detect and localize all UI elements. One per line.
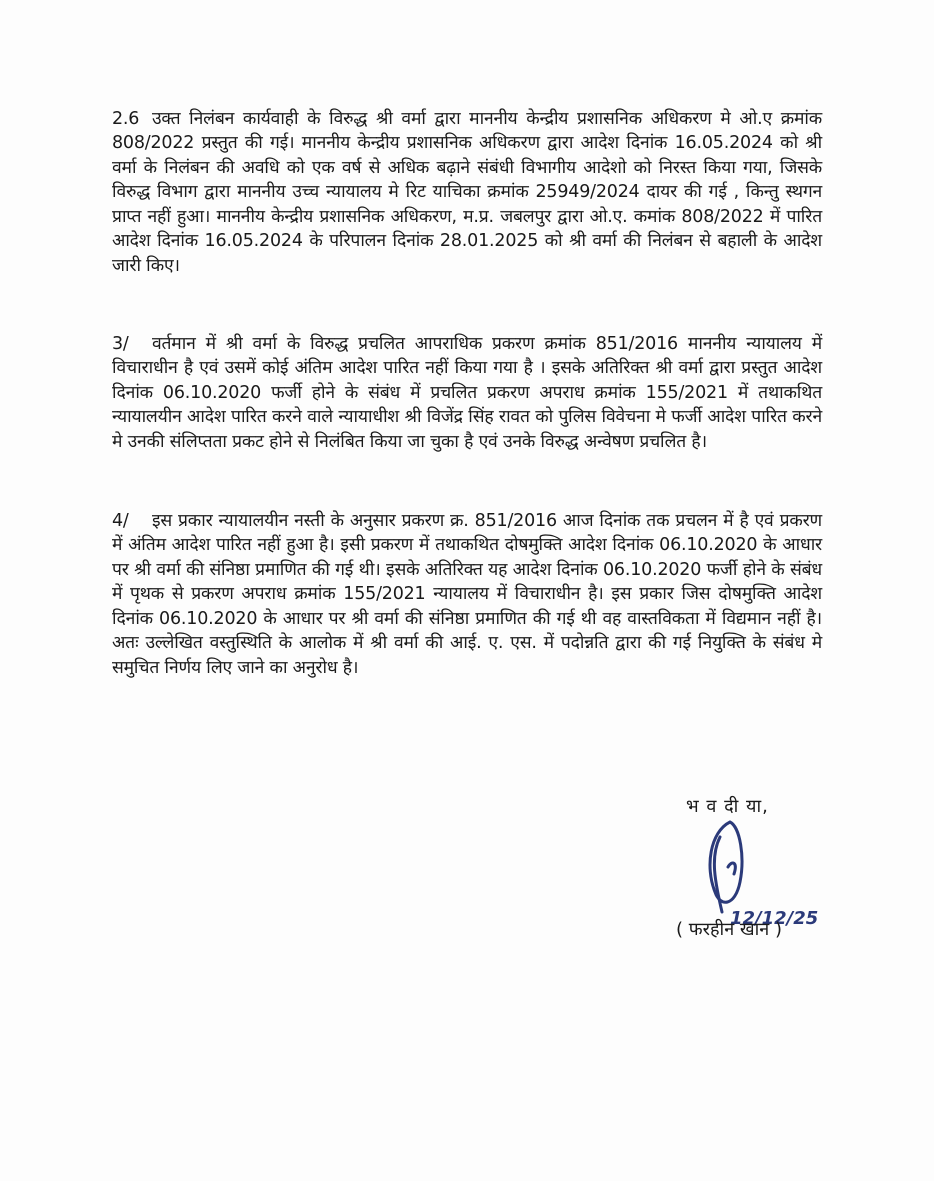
paragraph-text: उक्त निलंबन कार्यवाही के विरुद्ध श्री वर्मा द्वारा माननीय केन्द्रीय प्रशासनिक अधिकरण मे ओ.ए क्रमांक 808/2022 प्रस्तुत की गई। माननीय केन्द्रीय प्रशासनिक अधिकरण द्वारा आदेश दिनांक 16.05.2024 को श्री वर्मा के निलंबन की अवधि को एक वर्ष से अधिक बढ़ाने संबंधी विभागीय आदेशो को निरस्त किया गया, जिसके विरुद्ध विभाग द्वारा माननीय उच्च न्यायालय मे रिट याचिका क्रमांक 25949/2024 दायर की गई , किन्तु स्थगन प्राप्त नहीं हुआ। माननीय केन्द्रीय प्रशासनिक अधिकरण, म.प्र. जबलपुर द्वारा ओ.ए. कमांक 808/2022 में पारित आदेश दिनांक 16.05.2024 के परिपालन दिनांक 28.01.2025 को श्री वर्मा की निलंबन से बहाली के आदेश जारी किए। xyxy=(112,108,822,276)
paragraph-number: 3/ xyxy=(112,333,129,354)
paragraph-2-6 xyxy=(112,107,822,279)
signature-date: 12/12/25 xyxy=(730,908,819,929)
closing-salutation: भ व दी या, xyxy=(686,796,769,817)
paragraph-text: वर्तमान में श्री वर्मा के विरुद्ध प्रचलित आपराधिक प्रकरण क्रमांक 851/2016 माननीय न्यायालय में विचाराधीन है एवं उसमें कोई अंतिम आदेश पारित नहीं किया गया है । इसके अतिरिक्त श्री वर्मा द्वारा प्रस्तुत आदेश दिनांक 06.10.2020 फर्जी होने के संबंध में प्रचलित प्रकरण अपराध क्रमांक 155/2021 में तथाकथित न्यायालयीन आदेश पारित करने वाले न्यायाधीश श्री विजेंद्र सिंह रावत को पुलिस विवेचना मे फर्जी आदेश पारित करने मे उनकी संलिप्तता प्रकट होने से निलंबित किया जा चुका है एवं उनके विरुद्ध अन्वेषण प्रचलित है। xyxy=(112,333,822,452)
handwritten-signature-icon xyxy=(690,812,819,932)
paragraph-text: इस प्रकार न्यायालयीन नस्ती के अनुसार प्रकरण क्र. 851/2016 आज दिनांक तक प्रचलन में है एवं प्रकरण में अंतिम आदेश पारित नहीं हुआ है। इसी प्रकरण में तथाकथित दोषमुक्ति आदेश दिनांक 06.10.2020 के आधार पर श्री वर्मा की संनिष्ठा प्रमाणित की गई थी। इसके अतिरिक्त यह आदेश दिनांक 06.10.2020 फर्जी होने के संबंध में पृथक से प्रकरण अपराध क्रमांक 155/2021 न्यायालय में विचाराधीन है। इस प्रकार जिस दोषमुक्ति आदेश दिनांक 06.10.2020 के आधार पर श्री वर्मा की संनिष्ठा प्रमाणित की गई थी वह वास्तविकता में विद्यमान नहीं है। अतः उल्लेखित वस्तुस्थिति के आलोक में श्री वर्मा की आई. ए. एस. में पदोन्नति द्वारा की गई नियुक्ति के संबंध मे समुचित निर्णय लिए जाने का अनुरोध है। xyxy=(112,510,822,678)
paragraph-3 xyxy=(112,332,822,455)
paragraph-number: 4/ xyxy=(112,510,129,531)
paragraph-number: 2.6 xyxy=(112,108,140,129)
signatory-name: ( फरहीन खान ) xyxy=(676,919,783,940)
paragraph-4 xyxy=(112,509,822,681)
